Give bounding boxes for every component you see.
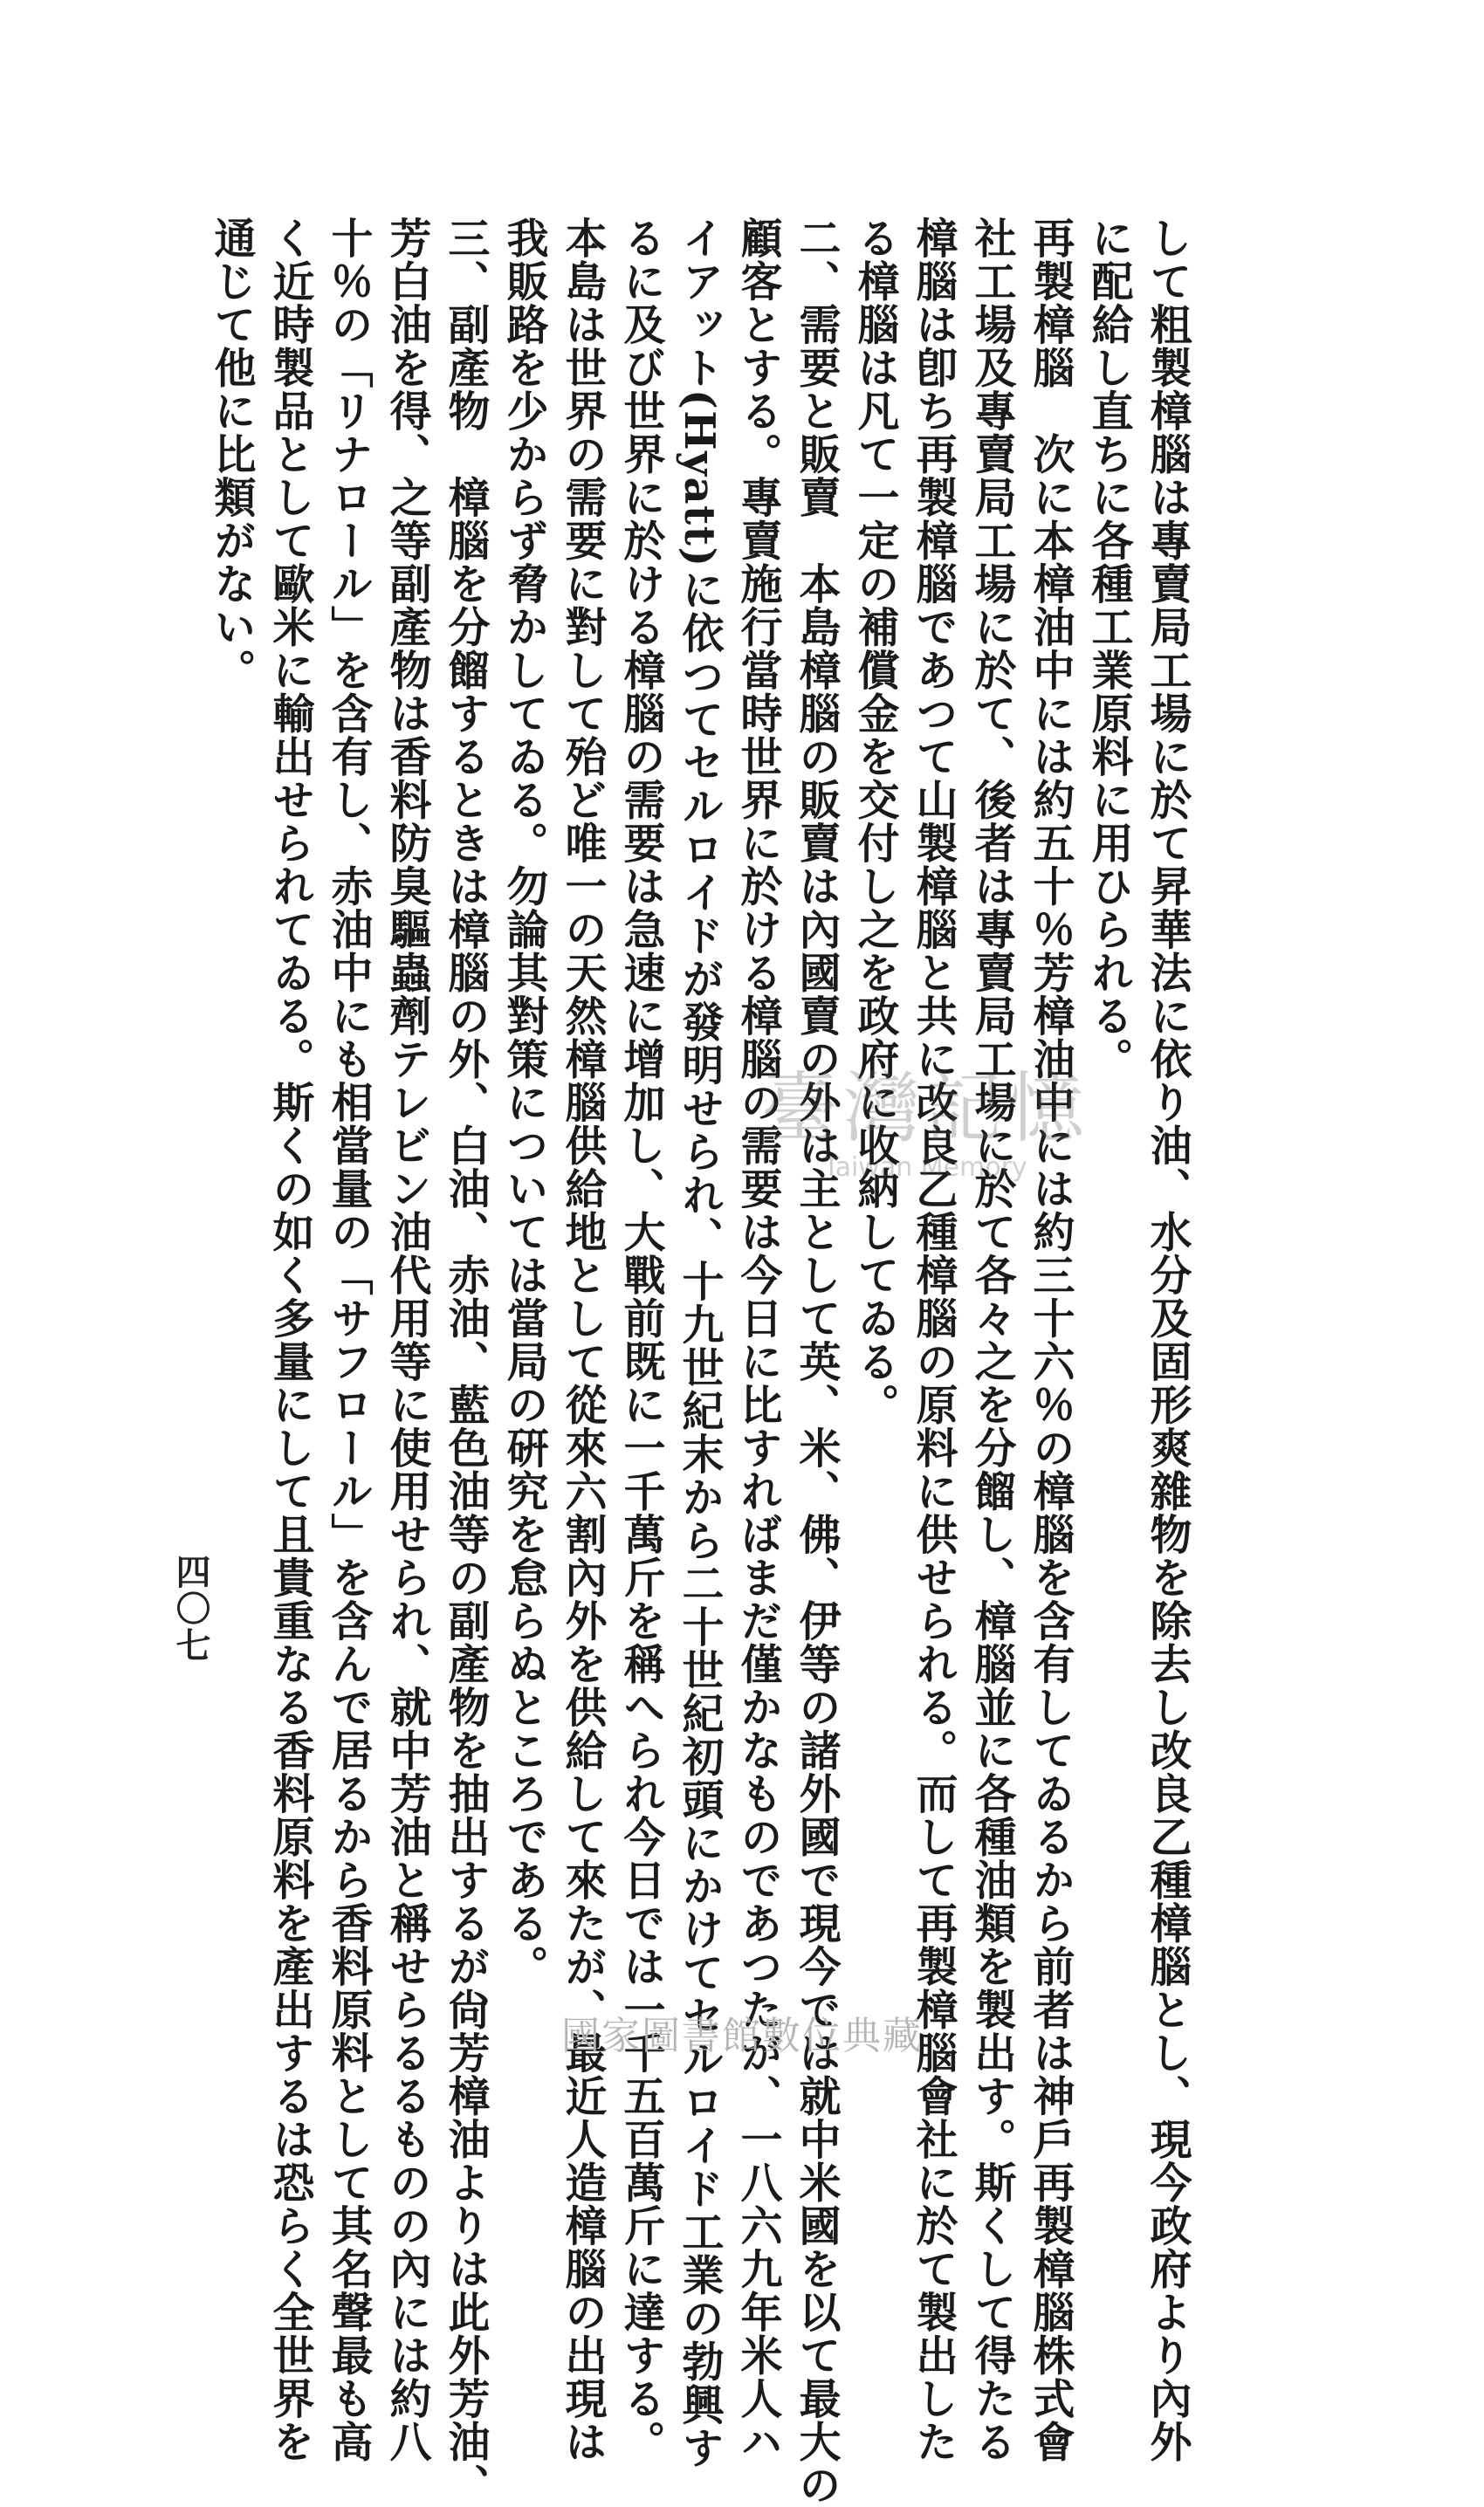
- text-line: 再製樟腦 次に本樟油中には約五十％芳樟油中には約三十六％の樟腦を含有してゐるから前者は神戶再製樟腦株式會: [1026, 216, 1075, 2463]
- text-line: 通じて他に比類がない。: [207, 216, 256, 692]
- text-line: 顧客とする。專賣施行當時世界に於ける樟腦の需要は今日に比すればまだ僅かなものであつたが、一八六九年米人ハ: [733, 216, 782, 2463]
- text-line: して粗製樟腦は專賣局工場に於て昇華法に依り油、水分及固形爽雜物を除去し改良乙種樟腦とし、現今政府より內外: [1143, 216, 1192, 2463]
- library-footer: 國家圖書館數位典藏: [561, 2014, 923, 2058]
- page-number: 四〇七: [170, 1554, 211, 1664]
- text-line: 三、副產物 樟腦を分餾するときは樟腦の外、白油、赤油、藍色油等の副產物を抽出するが尙芳樟油よりは此外芳油、: [441, 216, 490, 2507]
- text-line: 十％の「リナロール」を含有し、赤油中にも相當量の「サフロール」を含んで居るから香料原料として其名聲最も高: [324, 216, 373, 2463]
- text-line: るに及び世界に於ける樟腦の需要は急速に增加し、大戰前既に一千萬斤を稱へられ今日では一千五百萬斤に達する。: [616, 216, 665, 2463]
- text-line: く近時製品として歐米に輸出せられてゐる。斯くの如く多量にして且貴重なる香料原料を產出するは恐らく全世界を: [265, 216, 314, 2463]
- text-line: に配給し直ちに各種工業原料に用ひられる。: [1084, 216, 1133, 1081]
- text-line: 我販路を少からず脅かしてゐる。勿論其對策については當局の硏究を怠らぬところである。: [499, 216, 548, 1988]
- text-line: 樟腦は卽ち再製樟腦であつて山製樟腦と共に改良乙種樟腦の原料に供せられる。而して再製樟腦會社に於て製出した: [909, 216, 958, 2463]
- text-line: る樟腦は凡て一定の補償金を交付し之を政府に收納してゐる。: [850, 216, 899, 1426]
- text-line: 芳白油を得、之等副產物は香料防臭驅蟲劑テレビン油代用等に使用せられ、就中芳油と稱せらるるものの內には約八: [382, 216, 431, 2463]
- watermark-subtitle: Taiwan Memory: [823, 1152, 1027, 1183]
- text-line: イアット(Hyatt)に依つてセルロイドが發明せられ、十九世紀末から二十世紀初頭にかけてセルロイド工業の勃興す: [675, 216, 724, 2469]
- text-line: 社工場及專賣局工場に於て、後者は專賣局工場に於て各々之を分餾し、樟腦並に各種油類を製出す。斯くして得たる: [967, 216, 1016, 2463]
- text-line: 本島は世界の需要に對して殆ど唯一の天然樟腦供給地として從來六割內外を供給して來たが、最近人造樟腦の出現は: [558, 216, 607, 2463]
- text-line: 二、需要と販賣 本島樟腦の販賣は內國賣の外は主として英、米、佛、伊等の諸外國で現今では就中米國を以て最大の: [792, 216, 841, 2507]
- watermark-title: 臺灣記憶: [760, 1063, 1089, 1153]
